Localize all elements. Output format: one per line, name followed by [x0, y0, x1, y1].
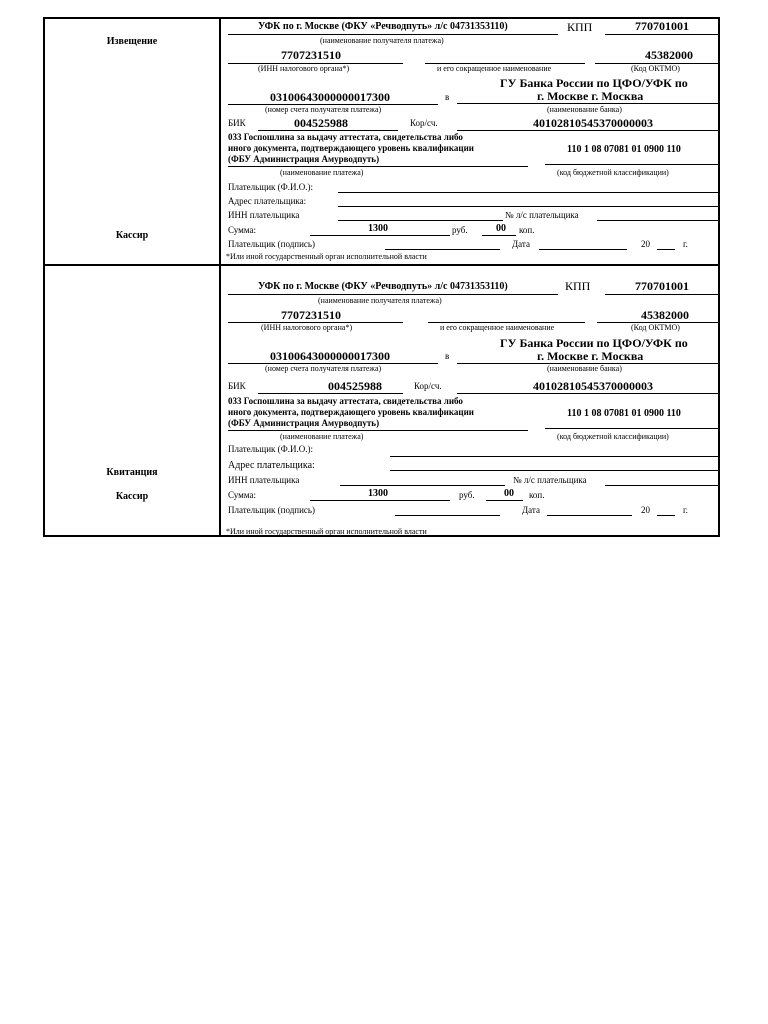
receipt-bank-line1: ГУ Банка России по ЦФО/УФК по	[500, 336, 688, 350]
notice-oktmo-caption: (Код ОКТМО)	[631, 64, 680, 73]
receipt-oktmo: 45382000	[641, 308, 689, 322]
notice-sign-label: Плательщик (подпись)	[228, 239, 316, 249]
receipt-kbk: 110 1 08 07081 01 0900 110	[567, 408, 681, 419]
receipt-purpose-line	[228, 430, 528, 431]
notice-account-caption: (номер счета получателя платежа)	[265, 105, 382, 114]
notice-kop-label: коп.	[519, 225, 535, 235]
notice-date-field[interactable]	[539, 249, 627, 250]
receipt-oktmo-caption: (Код ОКТМО)	[631, 323, 680, 332]
receipt-bik-label: БИК	[228, 381, 246, 391]
receipt-year-suffix: г.	[683, 505, 688, 515]
receipt-kop-label: коп.	[529, 490, 545, 500]
receipt-bank-caption: (наименование банка)	[547, 364, 622, 373]
receipt-date-field[interactable]	[547, 515, 632, 516]
receipt-bik: 004525988	[328, 379, 382, 393]
receipt-sign-label: Плательщик (подпись)	[228, 505, 316, 515]
notice-kpp-label: КПП	[567, 20, 593, 34]
notice-kbk-line	[545, 164, 720, 165]
notice-bank-line2: г. Москве г. Москва	[537, 89, 644, 103]
receipt-address-label: Адрес плательщика:	[228, 460, 315, 471]
notice-payer-field[interactable]	[338, 192, 720, 193]
receipt-inn-caption: (ИНН налогового органа*)	[261, 323, 353, 332]
receipt-purpose-line2: иного документа, подтверждающего уровень квалификации	[228, 407, 474, 417]
notice-shortname-caption: и его сокращенное наименование	[437, 64, 552, 73]
notice-bik-line	[258, 130, 398, 131]
notice-bik-label: БИК	[228, 118, 246, 128]
receipt-date-label: Дата	[522, 505, 540, 515]
notice-year-suffix: г.	[683, 239, 688, 249]
receipt-kbk-caption: (код бюджетной классификации)	[557, 432, 669, 441]
notice-purpose-line2: иного документа, подтверждающего уровень квалификации	[228, 143, 474, 153]
notice-purpose-line1: 033 Госпошлина за выдачу аттестата, свидетельства либо	[228, 132, 463, 142]
notice-sum-kop: 00	[496, 223, 506, 234]
receipt-kpp-line	[605, 294, 720, 295]
notice-purpose-line	[228, 166, 528, 167]
receipt-footnote: *Или иной государственный орган исполнительной власти	[226, 527, 427, 536]
receipt-year-prefix: 20	[641, 505, 650, 515]
receipt-account-caption: (номер счета получателя платежа)	[265, 364, 382, 373]
receipt-payer-field[interactable]	[390, 456, 720, 457]
receipt-purpose-line1: 033 Госпошлина за выдачу аттестата, свидетельства либо	[228, 396, 463, 406]
receipt-kbk-line	[545, 428, 720, 429]
notice-kpp: 770701001	[635, 19, 689, 33]
notice-recipient-line	[228, 34, 558, 35]
receipt-sum-label: Сумма:	[228, 490, 256, 500]
notice-kbk: 110 1 08 07081 01 0900 110	[567, 144, 681, 155]
notice-recipient: УФК по г. Москве (ФКУ «Речводпуть» л/с 04731353110)	[258, 21, 508, 32]
receipt-sign-field[interactable]	[395, 515, 500, 516]
notice-sum-label: Сумма:	[228, 225, 256, 235]
receipt-sum-kop: 00	[504, 488, 514, 499]
notice-oktmo: 45382000	[645, 48, 693, 62]
receipt-recipient: УФК по г. Москве (ФКУ «Речводпуть» л/с 04731353110)	[258, 281, 508, 292]
receipt-account: 03100643000000017300	[270, 349, 390, 363]
receipt-inn: 7707231510	[281, 308, 341, 322]
receipt-address-field[interactable]	[390, 470, 720, 471]
receipt-rub-label: руб.	[459, 490, 475, 500]
notice-sign-field[interactable]	[385, 249, 500, 250]
receipt-sum-rub-line[interactable]	[310, 500, 450, 501]
receipt-bank-line2: г. Москве г. Москва	[537, 349, 644, 363]
column-divider	[219, 19, 221, 535]
notice-recipient-caption: (наименование получателя платежа)	[320, 36, 444, 45]
receipt-payer-inn-label: ИНН плательщика	[228, 475, 300, 485]
notice-sum-rub-line[interactable]	[310, 235, 450, 236]
notice-kor-label: Кор/сч.	[410, 118, 438, 128]
receipt-cashier: Кассир	[115, 491, 149, 502]
receipt-kor-line	[457, 393, 720, 394]
notice-bank-caption: (наименование банка)	[547, 105, 622, 114]
notice-bank-line1: ГУ Банка России по ЦФО/УФК по	[500, 76, 688, 90]
notice-kor-line	[457, 130, 720, 131]
notice-payer-inn-field[interactable]	[338, 220, 503, 221]
notice-purpose-line3: (ФБУ Администрация Амурводпуть)	[228, 154, 380, 164]
receipt-in-label: в	[445, 351, 450, 361]
notice-payer-account-label: № л/с плательщика	[505, 210, 579, 220]
receipt-recipient-line	[228, 294, 558, 295]
receipt-kpp: 770701001	[635, 279, 689, 293]
notice-in-label: в	[445, 92, 450, 102]
receipt-year-field[interactable]	[657, 515, 675, 516]
receipt-kor-label: Кор/сч.	[414, 381, 442, 391]
notice-kbk-caption: (код бюджетной классификации)	[557, 168, 669, 177]
notice-inn-caption: (ИНН налогового органа*)	[258, 64, 350, 73]
receipt-kpp-label: КПП	[565, 279, 591, 293]
receipt-payer-inn-field[interactable]	[340, 485, 505, 486]
receipt-bik-line	[258, 393, 403, 394]
receipt-payer-label: Плательщик (Ф.И.О.):	[228, 444, 313, 454]
notice-sum-kop-line[interactable]	[482, 235, 516, 236]
notice-cashier: Кассир	[115, 230, 149, 241]
receipt-shortname-caption: и его сокращенное наименование	[440, 323, 555, 332]
notice-payer-label: Плательщик (Ф.И.О.):	[228, 182, 313, 192]
notice-account: 03100643000000017300	[270, 90, 390, 104]
notice-date-label: Дата	[512, 239, 530, 249]
receipt-sum-kop-line[interactable]	[486, 500, 523, 501]
receipt-recipient-caption: (наименование получателя платежа)	[318, 296, 442, 305]
notice-footnote: *Или иной государственный орган исполнительной власти	[226, 252, 427, 261]
receipt-payer-account-field[interactable]	[605, 485, 720, 486]
receipt-payer-account-label: № л/с плательщика	[513, 475, 587, 485]
receipt-sum-rub: 1300	[368, 488, 388, 499]
notice-kpp-line	[605, 34, 720, 35]
notice-rub-label: руб.	[452, 225, 468, 235]
notice-sum-rub: 1300	[368, 223, 388, 234]
receipt-kor: 40102810545370000003	[533, 379, 653, 393]
notice-purpose-caption: (наименование платежа)	[280, 168, 364, 177]
payment-form	[43, 17, 720, 537]
notice-payer-inn-label: ИНН плательщика	[228, 210, 300, 220]
notice-inn: 7707231510	[281, 48, 341, 62]
notice-year-prefix: 20	[641, 239, 650, 249]
notice-address-field[interactable]	[338, 206, 720, 207]
notice-kor: 40102810545370000003	[533, 116, 653, 130]
receipt-purpose-line3: (ФБУ Администрация Амурводпуть)	[228, 418, 380, 428]
section-divider	[45, 264, 718, 266]
notice-address-label: Адрес плательщика:	[228, 196, 307, 206]
notice-year-field[interactable]	[657, 249, 675, 250]
notice-payer-account-field[interactable]	[597, 220, 720, 221]
notice-title: Извещение	[106, 36, 158, 47]
receipt-title: Квитанция	[106, 467, 158, 478]
notice-bik: 004525988	[294, 116, 348, 130]
notice-bank-line	[457, 103, 720, 104]
receipt-purpose-caption: (наименование платежа)	[280, 432, 364, 441]
